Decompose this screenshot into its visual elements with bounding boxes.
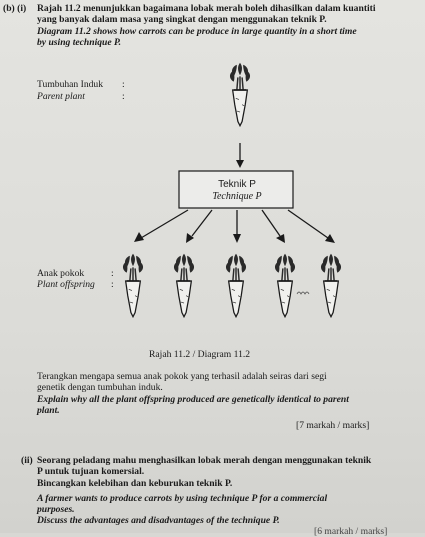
question-i-malay-line2: genetik dengan tumbuhan induk. (37, 382, 163, 393)
question-ii-malay-line1: Seorang peladang mahu menghasilkan lobak merah dengan menggunakan teknik (37, 455, 372, 466)
technique-label-english: Technique P (212, 191, 262, 202)
offspring-colon-2: : (111, 279, 114, 290)
offspring-carrot-5 (321, 254, 341, 317)
question-i-malay-line1: Terangkan mengapa semua anak pokok yang terhasil adalah seiras dari segi (37, 371, 327, 382)
parent-carrot (230, 63, 250, 126)
parent-label-english: Parent plant (37, 91, 85, 102)
intro-english-line1: Diagram 11.2 shows how carrots can be produce in large quantity in a short time (37, 26, 357, 37)
technique-label-malay: Teknik P (218, 179, 256, 190)
parent-colon-1: : (122, 79, 125, 90)
offspring-carrot-2 (174, 254, 194, 317)
parent-colon-2: : (122, 91, 125, 102)
question-ii-label: (ii) (21, 455, 33, 466)
intro-malay-line2: yang banyak dalam masa yang singkat dengan menggunakan teknik P. (37, 14, 327, 25)
arrows-to-offspring (134, 210, 335, 243)
offspring-carrot-3 (226, 254, 246, 317)
question-ii-malay-line2: P untuk tujuan komersial. (37, 466, 145, 477)
question-ii-english-line3: Discuss the advantages and disadvantages of the technique P. (37, 515, 280, 526)
pencil-scribble (297, 292, 309, 294)
intro-malay-line1: Rajah 11.2 menunjukkan bagaimana lobak merah boleh dihasilkan dalam kuantiti (37, 3, 376, 14)
question-ii-english-line1: A farmer wants to produce carrots by using technique P for a commercial (37, 493, 328, 504)
offspring-label-english: Plant offspring (37, 279, 95, 290)
offspring-carrot-4 (275, 254, 295, 317)
intro-english-line2: by using technique P. (37, 37, 122, 48)
question-i-english-line2: plant. (37, 405, 60, 416)
offspring-colon-1: : (111, 268, 114, 279)
part-b-i-label: (b) (i) (3, 3, 27, 14)
question-ii-malay-line3: Bincangkan kelebihan dan keburukan teknik P. (37, 478, 233, 489)
diagram-caption: Rajah 11.2 / Diagram 11.2 (149, 349, 251, 360)
parent-label-malay: Tumbuhan Induk (37, 79, 104, 90)
question-ii-english-line2: purposes. (37, 504, 75, 515)
arrow-parent-to-technique (236, 143, 244, 168)
question-ii-marks: [6 markah / marks] (314, 526, 388, 537)
question-i-english-line1: Explain why all the plant offspring produced are genetically identical to parent (37, 394, 349, 405)
offspring-label-malay: Anak pokok (37, 268, 85, 279)
question-i-marks: [7 markah / marks] (296, 420, 370, 431)
offspring-carrot-1 (123, 254, 143, 317)
